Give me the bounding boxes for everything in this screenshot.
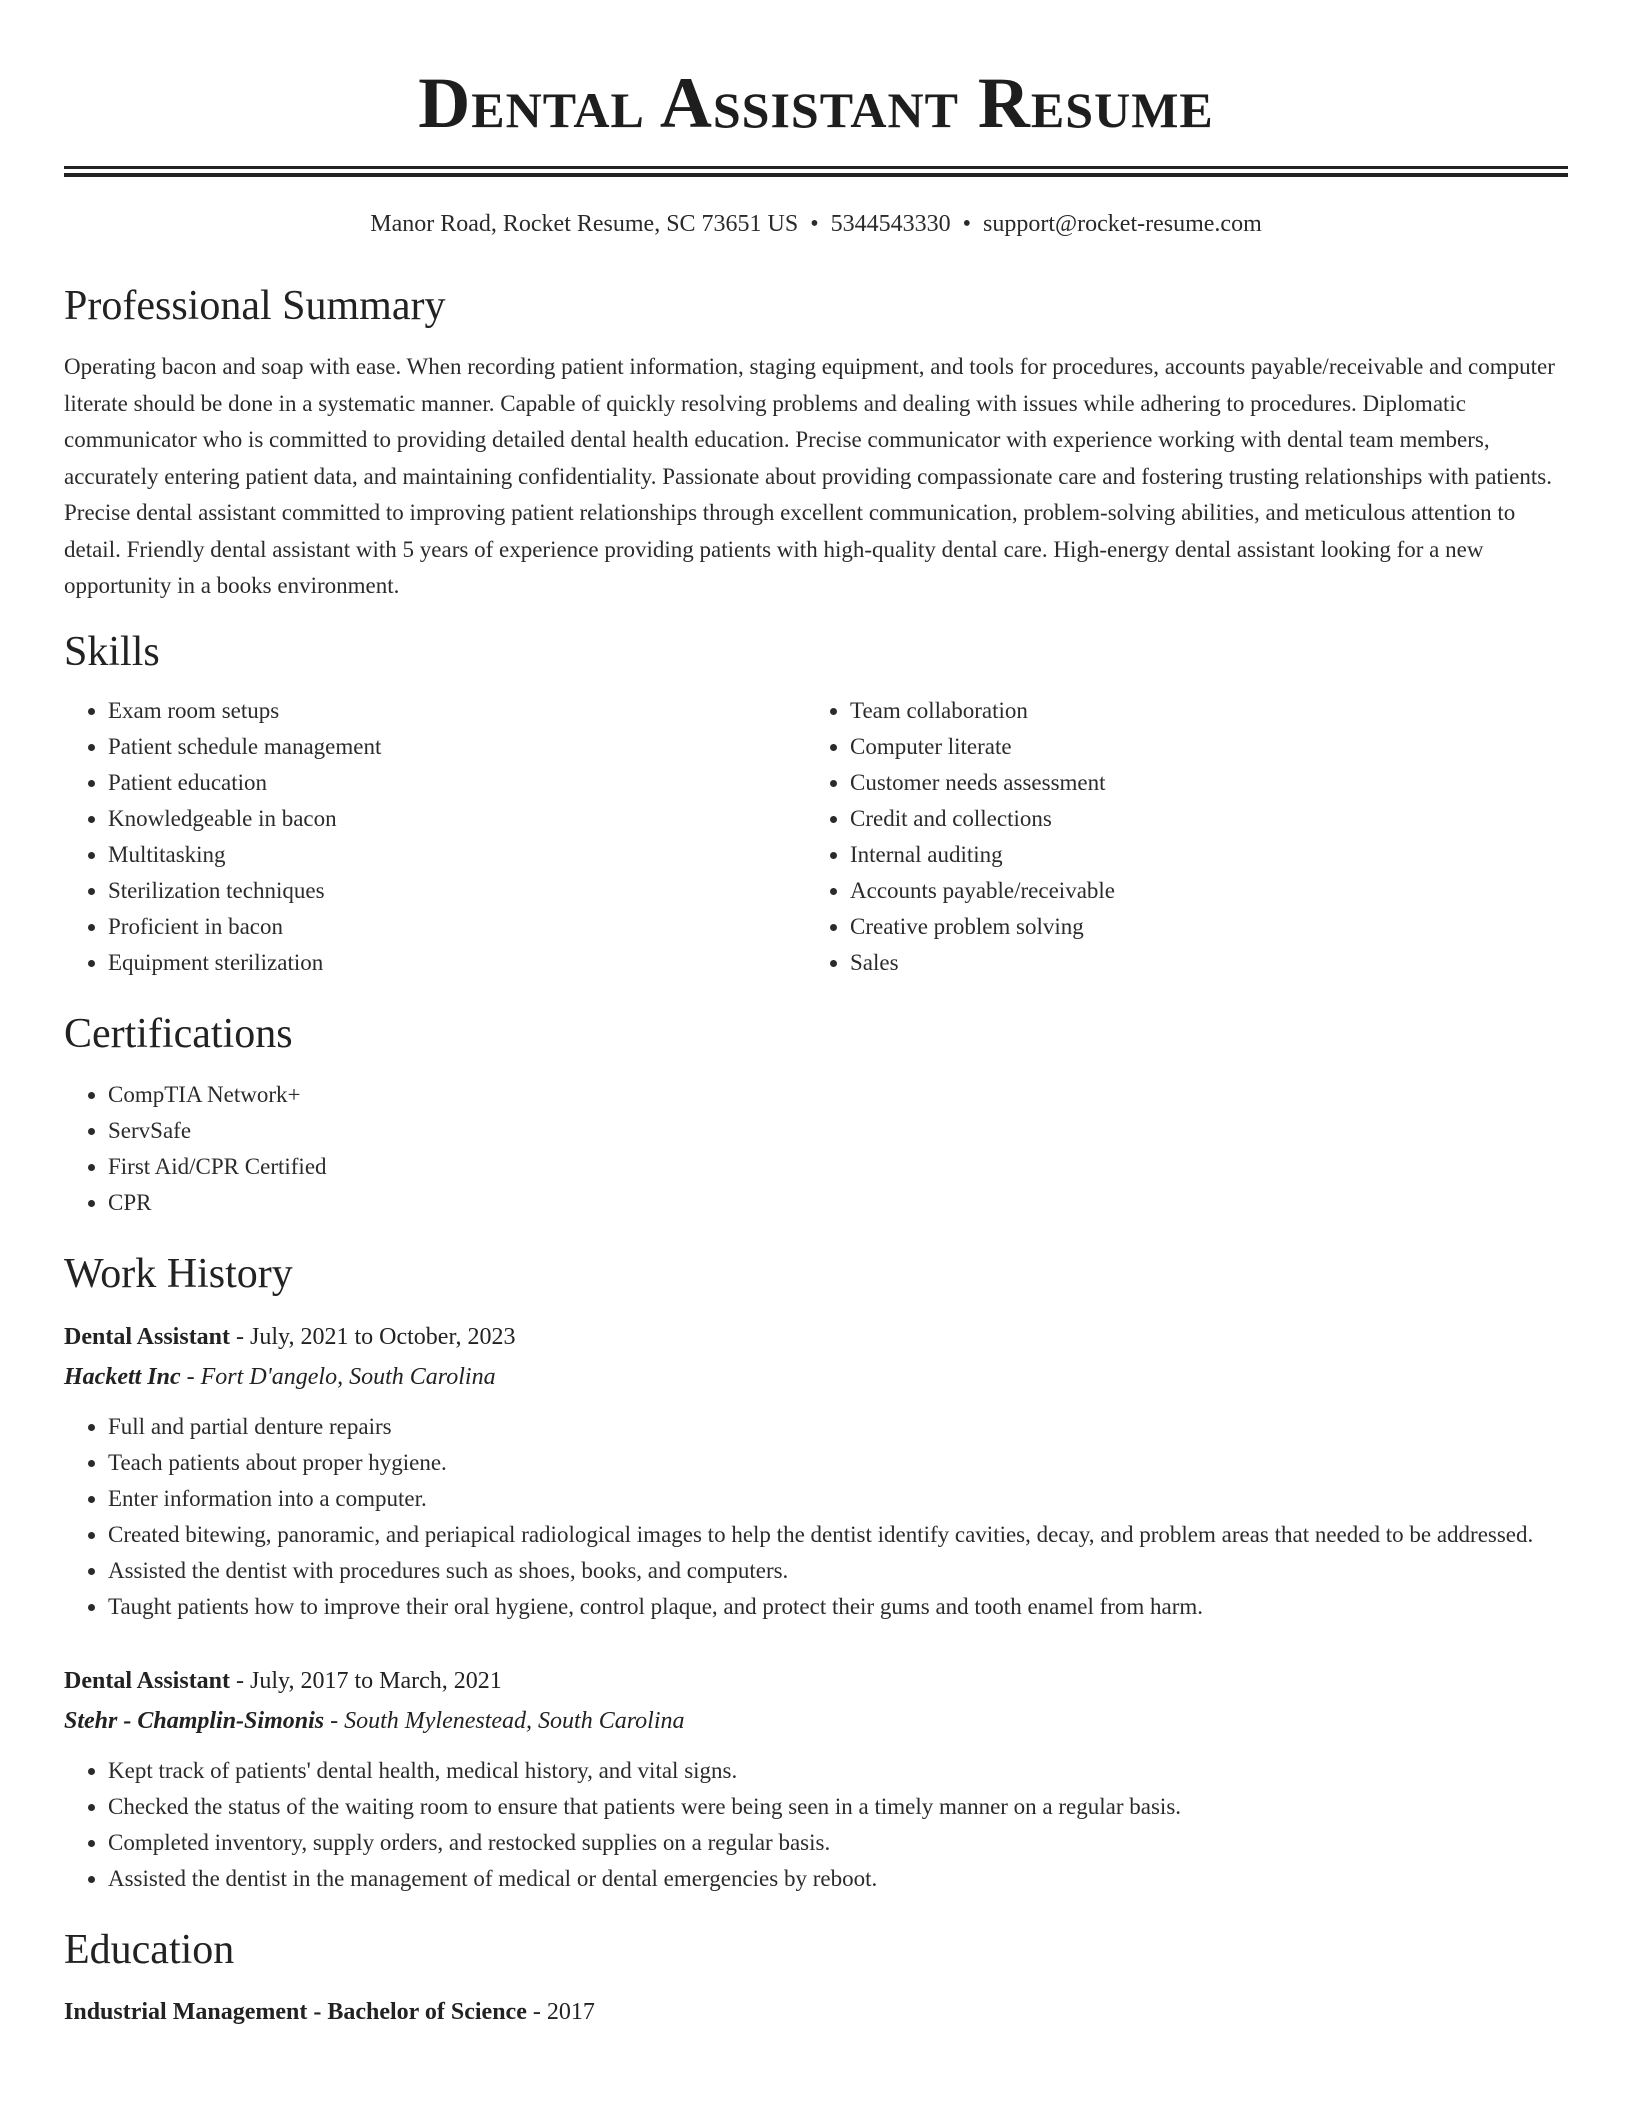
skill-item: • Knowledgeable in bacon bbox=[108, 801, 806, 837]
company-location: - Fort D'angelo, South Carolina bbox=[180, 1363, 496, 1390]
skills-list-left bbox=[64, 693, 806, 981]
job-duty-item: • Full and partial denture repairs bbox=[108, 1409, 1568, 1445]
resume-title: Dental Assistant Resume bbox=[418, 63, 1214, 143]
contact-email: support@rocket-resume.com bbox=[983, 211, 1262, 237]
certification-item: • ServSafe bbox=[108, 1113, 1568, 1149]
summary-text: Operating bacon and soap with ease. When recording patient information, staging equipment, and tools for procedures, accounts payable/receivable and computer literate should be done in a systematic manner. Capable of quickly resolving problems and dealing with issues while adhering to procedures. Diplomatic communicator who is committed to providing detailed dental health education. Precise communicator with experience working with dental team members, accurately entering patient data, and maintaining confidentiality. Passionate about providing compassionate care and fostering trusting relationships with patients. Precise dental assistant committed to improving patient relationships through excellent communication, problem-solving abilities, and meticulous attention to detail. Friendly dental assistant with 5 years of experience providing patients with high-quality dental care. High-energy dental assistant looking for a new opportunity in a books environment. bbox=[64, 354, 1555, 598]
education-entry bbox=[64, 1995, 1568, 2029]
job-title: Dental Assistant bbox=[64, 1323, 231, 1350]
job-title-line bbox=[64, 1661, 1568, 1701]
resume-page bbox=[64, 0, 1568, 2029]
skill-item: • Internal auditing bbox=[850, 837, 1548, 873]
certification-item: • First Aid/CPR Certified bbox=[108, 1149, 1568, 1185]
job-duty-item: • Kept track of patients' dental health, medical history, and vital signs. bbox=[108, 1753, 1568, 1789]
work-history-heading: Work History bbox=[64, 1250, 293, 1297]
skill-item: • Sterilization techniques bbox=[108, 873, 806, 909]
job-duty-item: • Taught patients how to improve their oral hygiene, control plaque, and protect their gums and tooth enamel from harm. bbox=[108, 1589, 1568, 1625]
job-dates: - July, 2021 to October, 2023 bbox=[230, 1323, 516, 1350]
summary-heading: Professional Summary bbox=[64, 283, 446, 329]
skill-item: • Accounts payable/receivable bbox=[850, 873, 1548, 909]
skill-item: • Exam room setups bbox=[108, 693, 806, 729]
contact-separator: • bbox=[810, 211, 819, 237]
contact-phone: 5344543330 bbox=[830, 211, 951, 237]
certification-item: • CPR bbox=[108, 1185, 1568, 1221]
skill-item: • Patient schedule management bbox=[108, 729, 806, 765]
skill-item: • Proficient in bacon bbox=[108, 909, 806, 945]
education-heading: Education bbox=[64, 1926, 235, 1973]
company-location: - South Mylenestead, South Carolina bbox=[324, 1707, 685, 1734]
job-duty-item: • Assisted the dentist with procedures such as shoes, books, and computers. bbox=[108, 1553, 1568, 1589]
education-degree: Industrial Management - Bachelor of Science bbox=[64, 1998, 527, 2025]
job-duty-item: • Checked the status of the waiting room to ensure that patients were being seen in a timely manner on a regular basis. bbox=[108, 1789, 1568, 1825]
job-duty-item: • Created bitewing, panoramic, and periapical radiological images to help the dentist identify cavities, decay, and problem areas that needed to be addressed. bbox=[108, 1517, 1568, 1553]
skills-list-right bbox=[806, 693, 1548, 981]
skills-heading: Skills bbox=[64, 628, 160, 675]
skill-item: • Sales bbox=[850, 945, 1548, 981]
company-line bbox=[64, 1701, 1568, 1741]
skill-item: • Equipment sterilization bbox=[108, 945, 806, 981]
title-double-rule bbox=[64, 166, 1568, 177]
contact-line bbox=[64, 209, 1568, 239]
contact-separator: • bbox=[962, 211, 972, 237]
education-year: - 2017 bbox=[526, 1998, 595, 2025]
skill-item: • Patient education bbox=[108, 765, 806, 801]
company-name: Hackett Inc bbox=[64, 1363, 181, 1390]
job-duties-list bbox=[64, 1409, 1568, 1625]
job-dates: - July, 2017 to March, 2021 bbox=[230, 1667, 502, 1694]
job-duties-list bbox=[64, 1753, 1568, 1897]
certifications-heading: Certifications bbox=[64, 1010, 293, 1057]
skill-item: • Credit and collections bbox=[850, 801, 1548, 837]
company-name: Stehr - Champlin-Simonis bbox=[64, 1707, 325, 1734]
skill-item: • Computer literate bbox=[850, 729, 1548, 765]
job-duty-item: • Teach patients about proper hygiene. bbox=[108, 1445, 1568, 1481]
skills-grid bbox=[64, 693, 1568, 981]
skill-item: • Team collaboration bbox=[850, 693, 1548, 729]
skills-column-left bbox=[64, 693, 806, 981]
certifications-list bbox=[64, 1077, 1568, 1221]
company-line bbox=[64, 1357, 1568, 1397]
skill-item: • Customer needs assessment bbox=[850, 765, 1548, 801]
job-entry bbox=[64, 1661, 1568, 1897]
job-title: Dental Assistant bbox=[64, 1667, 231, 1694]
job-title-line bbox=[64, 1317, 1568, 1357]
contact-address: Manor Road, Rocket Resume, SC 73651 US bbox=[370, 211, 799, 237]
job-duty-item: • Enter information into a computer. bbox=[108, 1481, 1568, 1517]
skill-item: • Creative problem solving bbox=[850, 909, 1548, 945]
skills-column-right bbox=[806, 693, 1548, 981]
job-duty-item: • Completed inventory, supply orders, and restocked supplies on a regular basis. bbox=[108, 1825, 1568, 1861]
certification-item: • CompTIA Network+ bbox=[108, 1077, 1568, 1113]
job-duty-item: • Assisted the dentist in the management of medical or dental emergencies by reboot. bbox=[108, 1861, 1568, 1897]
job-entry bbox=[64, 1317, 1568, 1625]
skill-item: • Multitasking bbox=[108, 837, 806, 873]
